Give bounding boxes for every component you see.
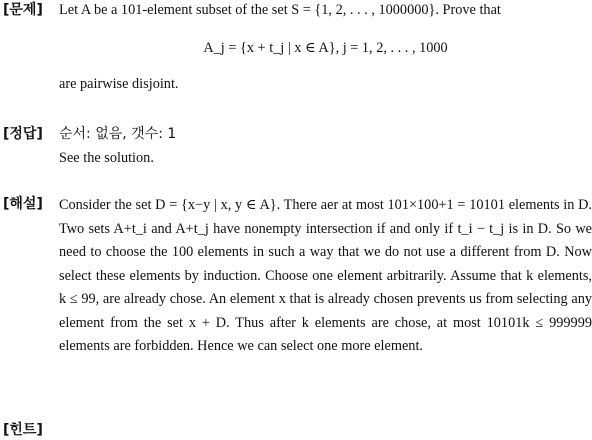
answer-order-count: 순서: 없음, 갯수: 1 bbox=[59, 126, 177, 142]
problem-conclusion: are pairwise disjoint. bbox=[59, 76, 179, 92]
hint-label: [힌트] bbox=[3, 422, 43, 438]
problem-formula: A_j = {x + t_j | x ∈ A}, j = 1, 2, . . . , 1000 bbox=[203, 40, 448, 56]
problem-statement: Let A be a 101-element subset of the set S = {1, 2, . . . , 1000000}. Prove that bbox=[59, 2, 501, 18]
answer-text: See the solution. bbox=[59, 150, 154, 166]
explanation-paragraph: Consider the set D = {x−y | x, y ∈ A}. There aer at most 101×100+1 = 10101 elements in D. Two sets A+t_i and A+t_j have nonempty intersection if and only if t_i − t_j is in D. So we need to choose the 100 elements in such a way that we do not use a different from D. Now select these elements by induction. Choose one element arbitrarily. Assume that k elements, k ≤ 99, are already chose. An element x that is already chosen prevents us from selecting any element from the set x + D. Thus after k elements are chose, at most 10101k ≤ 999999 elements are forbidden. Hence we can select one more element. bbox=[59, 197, 592, 354]
problem-label: [문제] bbox=[3, 2, 43, 18]
problem-body bbox=[59, 0, 592, 94]
answer-label: [정답] bbox=[3, 126, 43, 142]
explanation-label: [해설] bbox=[3, 196, 43, 212]
answer-body bbox=[59, 124, 592, 168]
